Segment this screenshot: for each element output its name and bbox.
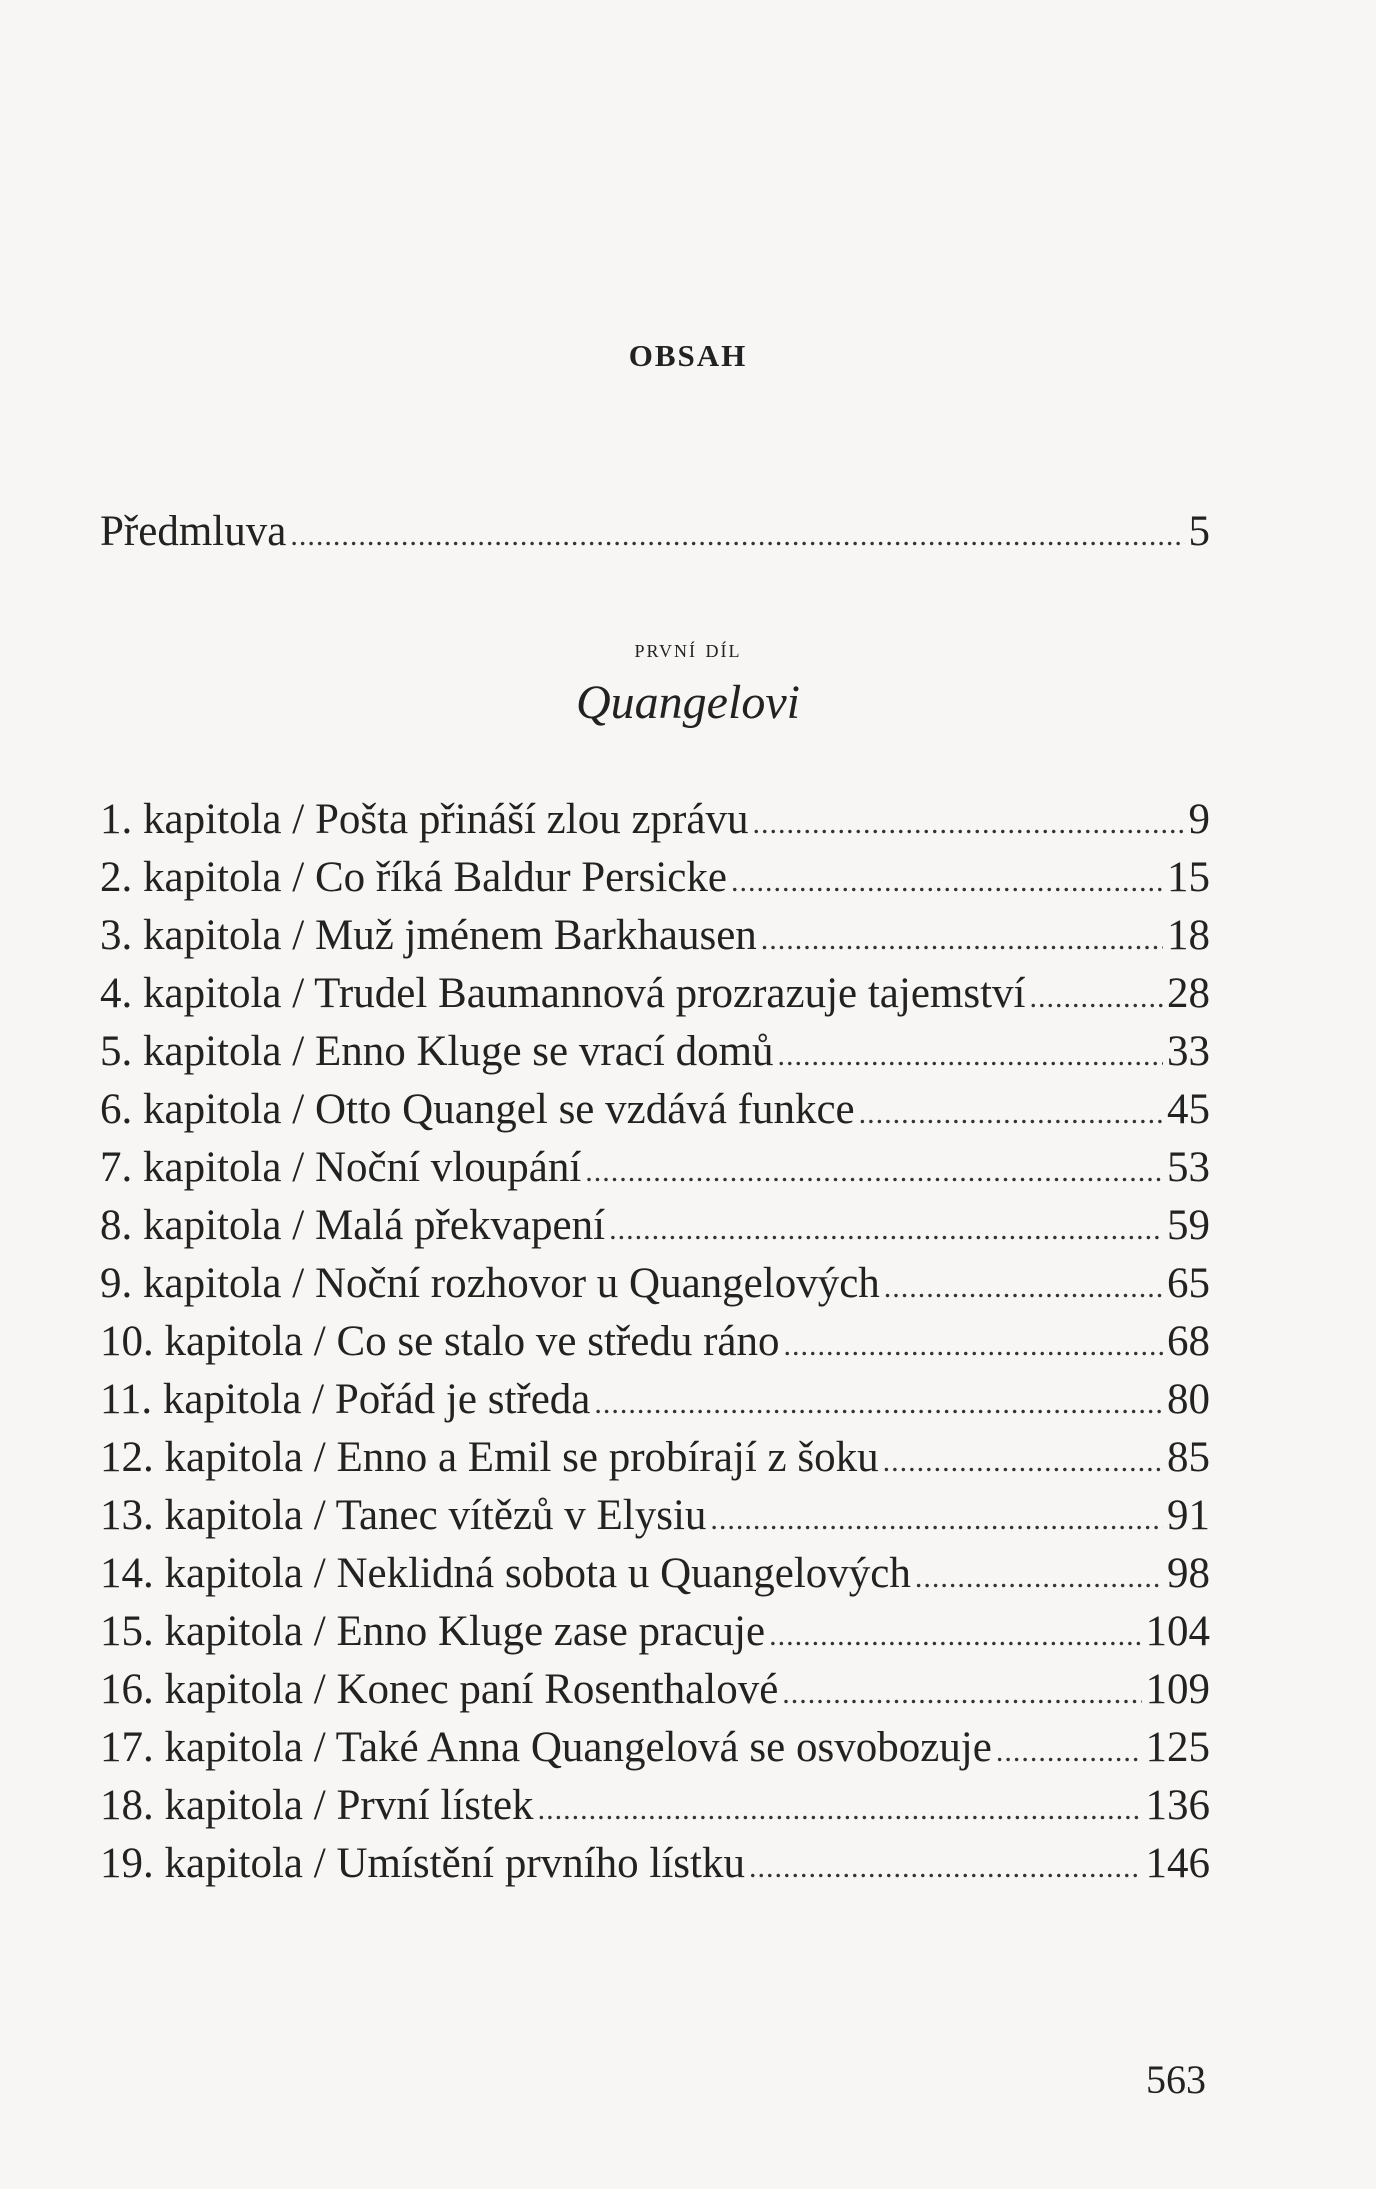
dot-leader <box>778 1027 1163 1085</box>
toc-row <box>100 1371 1210 1429</box>
toc-row <box>100 965 1210 1023</box>
toc-entry-page: 68 <box>1167 1318 1210 1365</box>
toc-row <box>100 849 1210 907</box>
toc-entry-label: Předmluva <box>100 508 287 555</box>
toc-entry-page: 91 <box>1167 1492 1210 1539</box>
dot-leader <box>609 1201 1163 1259</box>
toc-entry-label: 13. kapitola / Tanec vítězů v Elysiu <box>100 1492 707 1539</box>
toc-entry-page: 33 <box>1167 1028 1210 1075</box>
dot-leader <box>731 853 1163 911</box>
dot-leader <box>784 1317 1164 1375</box>
toc-entry-page: 5 <box>1188 508 1210 555</box>
dot-leader <box>752 795 1184 853</box>
dot-leader <box>761 911 1163 969</box>
dot-leader <box>585 1143 1163 1201</box>
toc-row <box>100 1081 1210 1139</box>
toc-entry-page: 28 <box>1167 970 1210 1017</box>
toc-row <box>100 907 1210 965</box>
toc-entry-page: 104 <box>1145 1608 1210 1655</box>
toc-entry-label: 19. kapitola / Umístění prvního lístku <box>100 1840 745 1887</box>
toc-entry-label: 18. kapitola / První lístek <box>100 1782 534 1829</box>
toc-entry-page: 15 <box>1167 854 1210 901</box>
toc-entry-label: 7. kapitola / Noční vloupání <box>100 1144 582 1191</box>
toc-row <box>100 1603 1210 1661</box>
dot-leader <box>538 1781 1142 1839</box>
toc-entry-page: 109 <box>1145 1666 1210 1713</box>
toc-row <box>100 1777 1210 1835</box>
toc-row <box>100 1661 1210 1719</box>
page-number: 563 <box>1146 2057 1206 2102</box>
toc-entry-page: 136 <box>1145 1782 1210 1829</box>
toc-row <box>100 1023 1210 1081</box>
toc-entry-label: 11. kapitola / Pořád je středa <box>100 1376 591 1423</box>
toc-entry-page: 59 <box>1167 1202 1210 1249</box>
dot-leader <box>290 507 1184 565</box>
toc-row <box>100 1835 1210 1893</box>
toc-entry-label: 14. kapitola / Neklidná sobota u Quangelových <box>100 1550 911 1597</box>
dot-leader <box>883 1433 1163 1491</box>
toc-row <box>100 1255 1210 1313</box>
toc-entry-label: 16. kapitola / Konec paní Rosenthalové <box>100 1666 779 1713</box>
toc-row <box>100 1313 1210 1371</box>
toc-entry-page: 125 <box>1145 1724 1210 1771</box>
toc-entry-label: 1. kapitola / Pošta přináší zlou zprávu <box>100 796 749 843</box>
toc-entry-page: 146 <box>1145 1840 1210 1887</box>
toc-entry-label: 10. kapitola / Co se stalo ve středu ráno <box>100 1318 780 1365</box>
toc-entry-label: 6. kapitola / Otto Quangel se vzdává funkce <box>100 1086 855 1133</box>
dot-leader <box>594 1375 1163 1433</box>
toc-entry-label: 8. kapitola / Malá překvapení <box>100 1202 606 1249</box>
toc-row <box>100 1545 1210 1603</box>
preface-entry <box>100 503 1210 561</box>
toc-row <box>100 1139 1210 1197</box>
toc-entry-label: 12. kapitola / Enno a Emil se probírají z šoku <box>100 1434 879 1481</box>
toc-entry-page: 53 <box>1167 1144 1210 1191</box>
toc-entry-label: 3. kapitola / Muž jménem Barkhausen <box>100 912 757 959</box>
part-label: první díl <box>634 634 742 663</box>
toc-entry-page: 98 <box>1167 1550 1210 1597</box>
toc-entry-page: 18 <box>1167 912 1210 959</box>
toc-entry-label: 2. kapitola / Co říká Baldur Persicke <box>100 854 727 901</box>
toc-row <box>100 1487 1210 1545</box>
toc-entry-label: 5. kapitola / Enno Kluge se vrací domů <box>100 1028 774 1075</box>
dot-leader <box>710 1491 1163 1549</box>
dot-leader <box>996 1723 1142 1781</box>
toc-entry-page: 85 <box>1167 1434 1210 1481</box>
toc-entry-page: 9 <box>1188 796 1210 843</box>
dot-leader <box>769 1607 1141 1665</box>
toc-entry-page: 65 <box>1167 1260 1210 1307</box>
dot-leader <box>1030 969 1164 1027</box>
dot-leader <box>915 1549 1163 1607</box>
toc-row <box>100 791 1210 849</box>
toc-entry-label: 4. kapitola / Trudel Baumannová prozrazuje tajemství <box>100 970 1026 1017</box>
toc-entry-label: 17. kapitola / Také Anna Quangelová se osvobozuje <box>100 1724 992 1771</box>
dot-leader <box>782 1665 1141 1723</box>
toc-entry-page: 45 <box>1167 1086 1210 1133</box>
dot-leader <box>884 1259 1163 1317</box>
toc-row <box>100 1719 1210 1777</box>
toc-row <box>100 1197 1210 1255</box>
page-title: OBSAH <box>628 338 748 373</box>
toc-entry-label: 9. kapitola / Noční rozhovor u Quangelových <box>100 1260 880 1307</box>
toc-row <box>100 503 1210 561</box>
part-title: Quangelovi <box>576 676 800 729</box>
chapter-list <box>100 791 1210 1893</box>
dot-leader <box>749 1839 1142 1897</box>
toc-entry-label: 15. kapitola / Enno Kluge zase pracuje <box>100 1608 766 1655</box>
toc-row <box>100 1429 1210 1487</box>
dot-leader <box>859 1085 1163 1143</box>
toc-entry-page: 80 <box>1167 1376 1210 1423</box>
